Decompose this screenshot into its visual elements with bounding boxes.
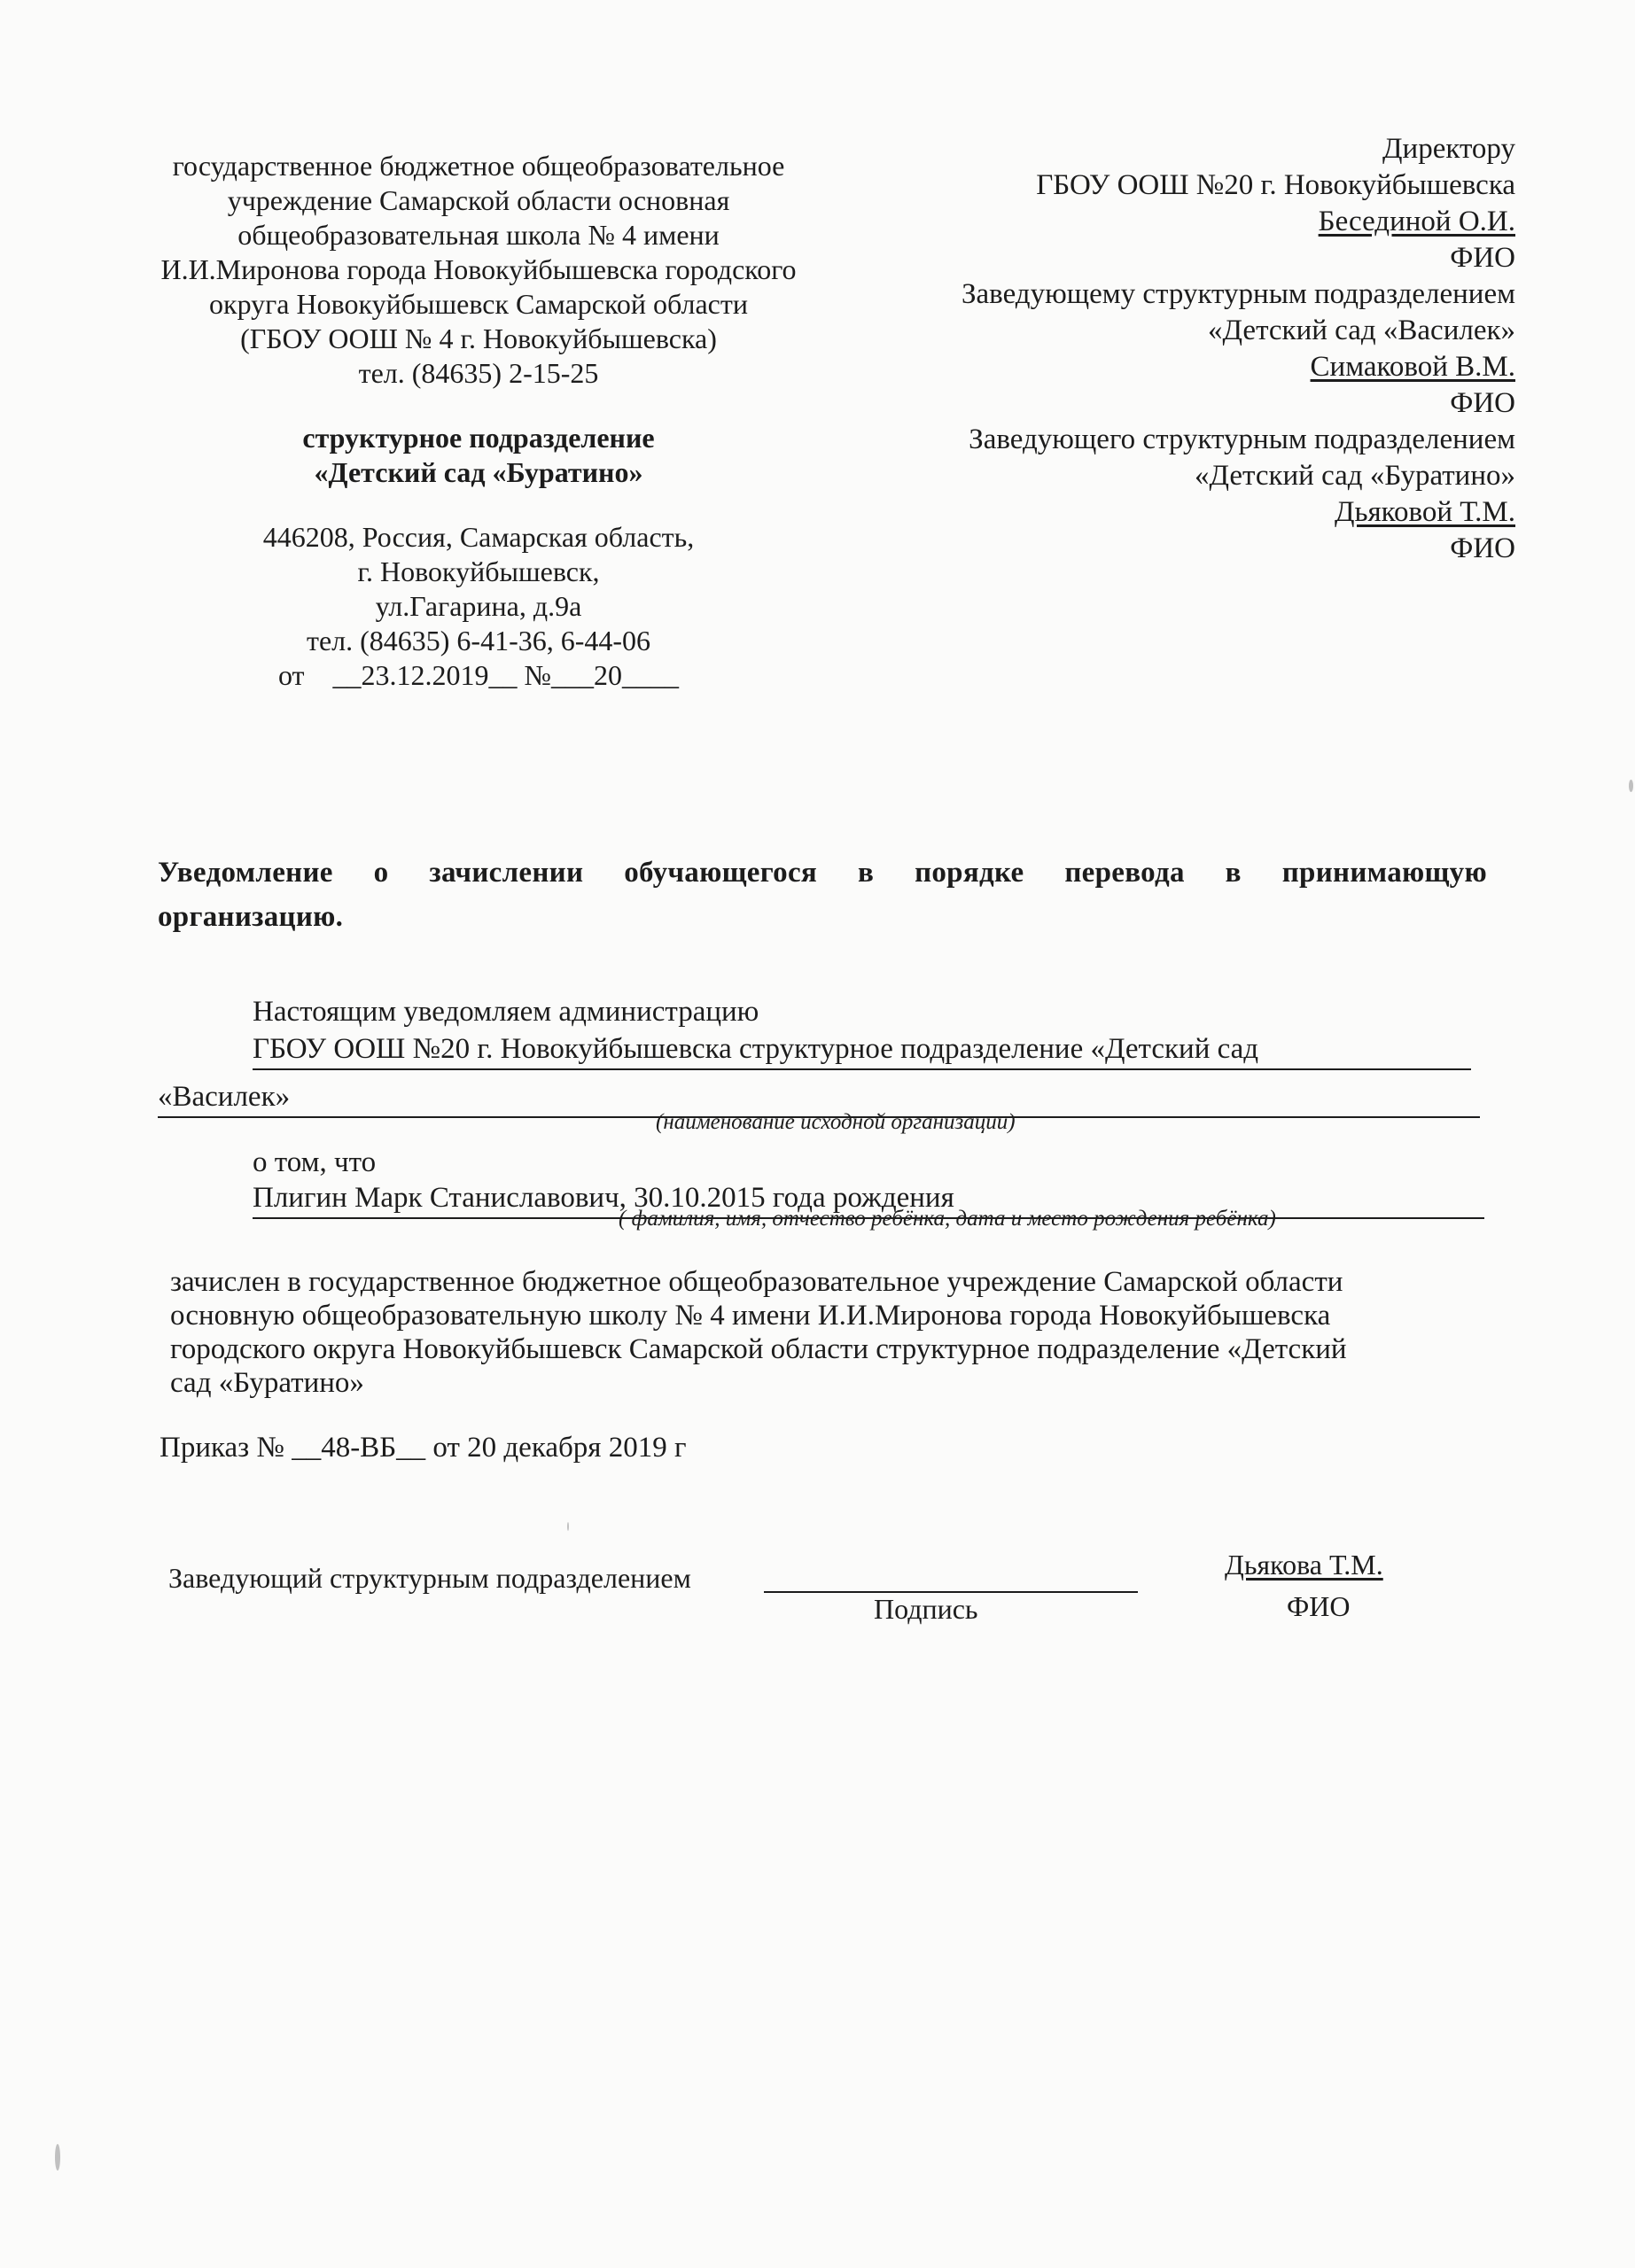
- order-reference: Приказ № __48-ВБ__ от 20 декабря 2019 г: [160, 1432, 687, 1464]
- sender-address-line: тел. (84635) 6-41-36, 6-44-06: [306, 625, 651, 656]
- recipient-org: «Детский сад «Буратино»: [1194, 460, 1515, 492]
- outgoing-date-number: от __23.12.2019__ №___20____: [277, 659, 680, 691]
- body-line: основную общеобразовательную школу № 4 имени И.И.Миронова города Новокуйбышевска: [170, 1300, 1331, 1332]
- signatory-position: Заведующий структурным подразделением: [168, 1562, 691, 1594]
- sender-phone: тел. (84635) 2-15-25: [358, 357, 599, 389]
- recipient-org: «Детский сад «Василек»: [1208, 315, 1515, 346]
- body-line: зачислен в государственное бюджетное общеобразовательное учреждение Самарской области: [170, 1266, 1343, 1298]
- sender-org-line: (ГБОУ ООШ № 4 г. Новокуйбышевска): [240, 322, 717, 354]
- recipient-role: Директору: [1382, 133, 1515, 165]
- child-info: Плигин Марк Станиславович, 30.10.2015 года рождения: [253, 1182, 954, 1214]
- sender-org-line: И.И.Миронова города Новокуйбышевска городского: [160, 253, 797, 285]
- recipient-fio-label: ФИО: [1450, 387, 1515, 419]
- scan-speck: [567, 1522, 569, 1531]
- sender-address-line: г. Новокуйбышевск,: [357, 555, 600, 587]
- sender-address-line: ул.Гагарина, д.9а: [375, 590, 582, 622]
- sender-division-line: «Детский сад «Буратино»: [314, 456, 643, 488]
- signature-label: Подпись: [874, 1593, 978, 1625]
- sender-division-line: структурное подразделение: [302, 422, 655, 454]
- sender-org-line: округа Новокуйбышевск Самарской области: [209, 288, 748, 320]
- recipient-role: Заведующего структурным подразделением: [969, 423, 1515, 455]
- enrollment-paragraph: [170, 1265, 1491, 1400]
- scan-speck: [55, 2144, 60, 2171]
- signature-line: [764, 1557, 1138, 1593]
- source-org-field: [253, 1033, 1471, 1070]
- recipient-org: ГБОУ ООШ №20 г. Новокуйбышевска: [1036, 169, 1515, 201]
- source-org-line1: ГБОУ ООШ №20 г. Новокуйбышевска структурное подразделение «Детский сад: [253, 1033, 1259, 1065]
- recipient-role: Заведующему структурным подразделением: [962, 278, 1515, 310]
- body-line: сад «Буратино»: [170, 1367, 364, 1399]
- sender-org-line: учреждение Самарской области основная: [227, 184, 730, 216]
- notice-that: о том, что: [253, 1146, 377, 1178]
- source-org-hint: (наименование исходной организации): [656, 1110, 1016, 1134]
- recipient-name: Бесединой О.И.: [1318, 206, 1515, 237]
- body-line: городского округа Новокуйбышевск Самарской области структурное подразделение «Детский: [170, 1333, 1347, 1365]
- source-org-line2: «Василек»: [158, 1081, 291, 1113]
- child-hint: ( фамилия, имя, отчество ребёнка, дата и место рождения ребёнка): [619, 1207, 1276, 1231]
- recipient-fio-label: ФИО: [1450, 532, 1515, 564]
- recipients-block: [718, 131, 1515, 567]
- title-line: Уведомление о зачислении обучающегося в порядке перевода в принимающую: [158, 857, 1487, 889]
- scan-speck: [1629, 780, 1633, 792]
- signatory-fio-label: ФИО: [1287, 1590, 1351, 1622]
- recipient-fio-label: ФИО: [1450, 242, 1515, 274]
- sender-address-line: 446208, Россия, Самарская область,: [262, 521, 695, 553]
- title-line: организацию.: [158, 901, 344, 933]
- notice-intro: Настоящим уведомляем администрацию: [253, 996, 759, 1028]
- sender-org-line: общеобразовательная школа № 4 имени: [237, 219, 720, 251]
- signatory-name: Дьякова Т.М.: [1225, 1549, 1383, 1581]
- document-title: [158, 850, 1487, 939]
- recipient-name: Дьяковой Т.М.: [1334, 496, 1515, 528]
- sender-org-line: государственное бюджетное общеобразовательное: [172, 150, 785, 182]
- recipient-name: Симаковой В.М.: [1310, 351, 1515, 383]
